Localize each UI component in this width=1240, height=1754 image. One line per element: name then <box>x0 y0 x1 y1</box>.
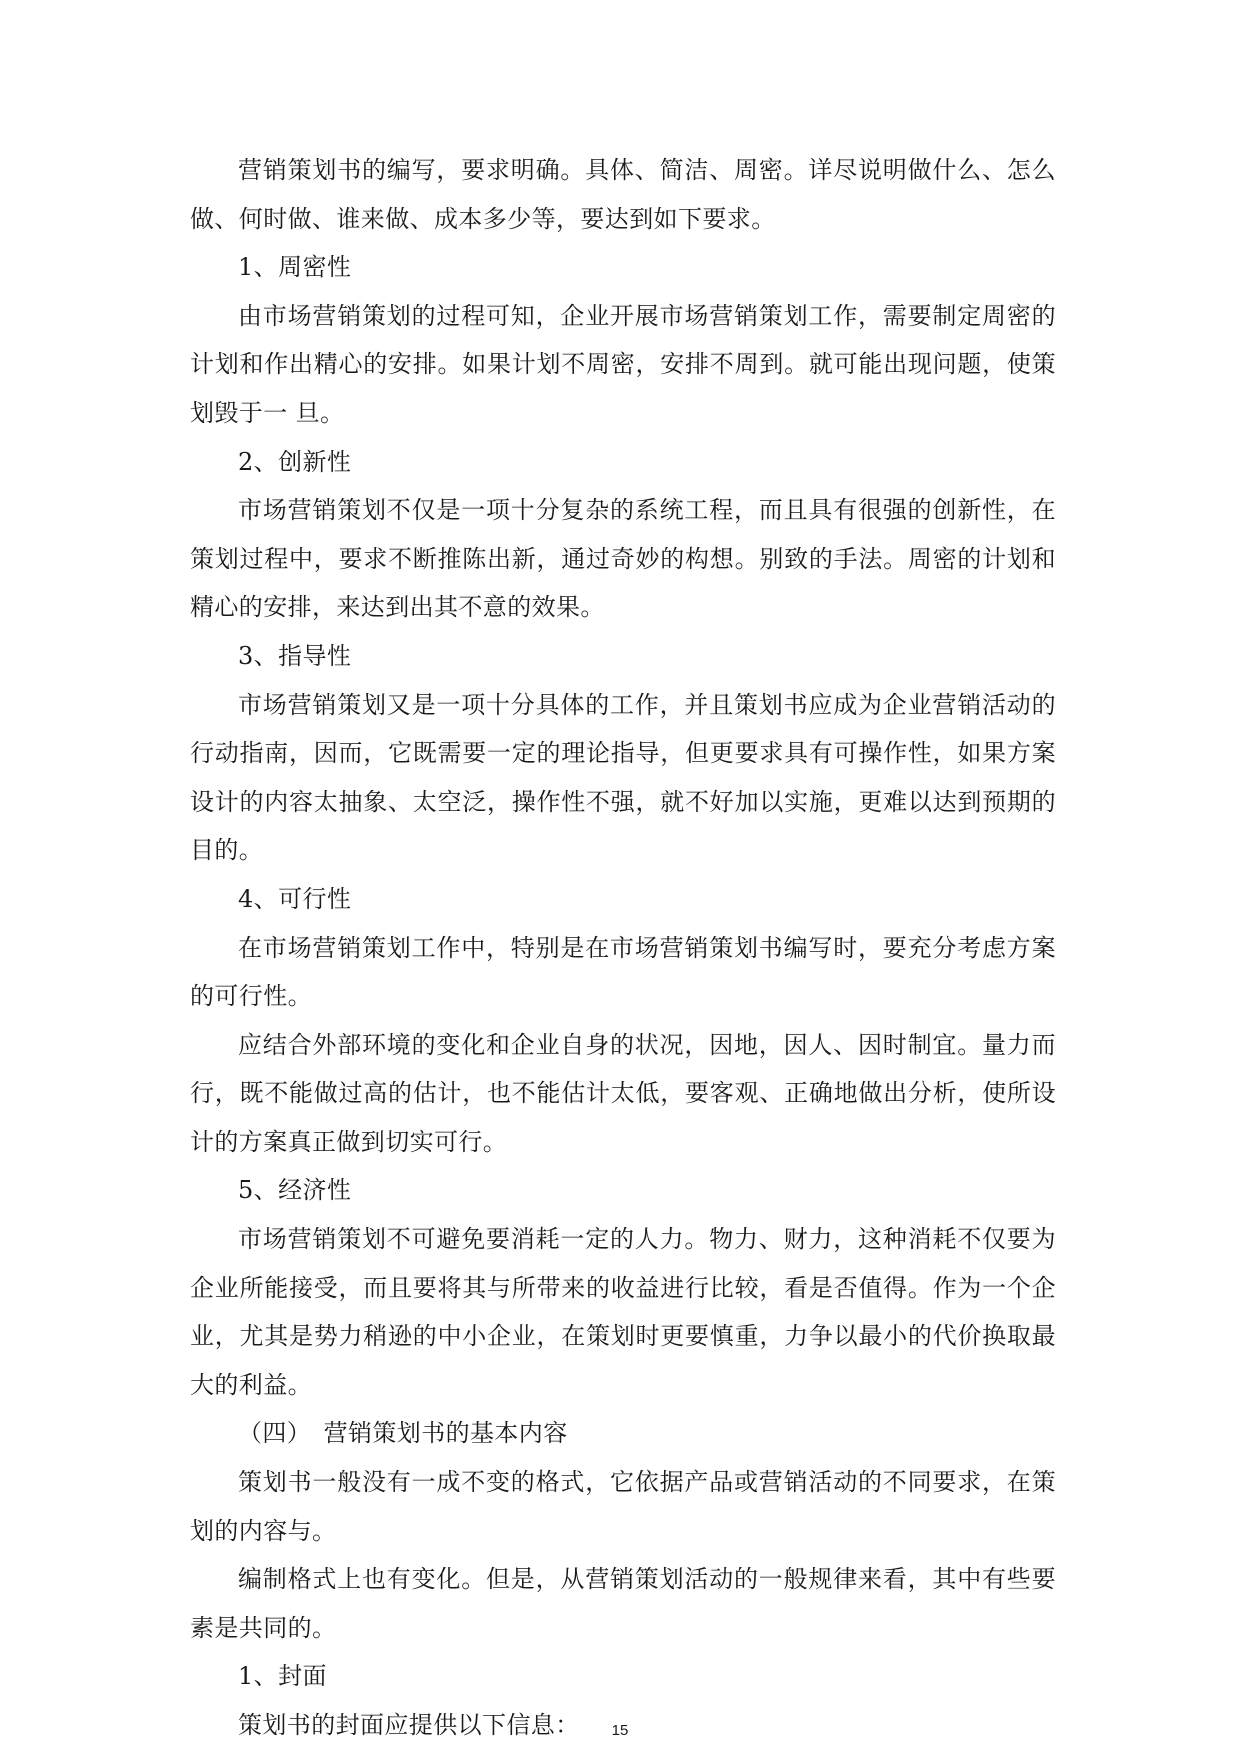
paragraph-guidance: 市场营销策划又是一项十分具体的工作，并且策划书应成为企业营销活动的行动指南，因而，它既需要一定的理论指导，但更要求具有可操作性，如果方案设计的内容太抽象、太空泛，操作性不强，就不好加以实施，更难以达到预期的目的。 <box>190 690 1056 865</box>
page-number: 15 <box>611 1722 629 1739</box>
paragraph-thoroughness: 由市场营销策划的过程可知，企业开展市场营销策划工作，需要制定周密的计划和作出精心的安排。如果计划不周密，安排不周到。就可能出现问题，使策划毁于一 旦。 <box>190 301 1056 427</box>
paragraph-feasibility: 在市场营销策划工作中，特别是在市场营销策划书编写时，要充分考虑方案的可行性。 <box>190 933 1056 1011</box>
section-heading-feasibility: 4、可行性 <box>238 884 352 913</box>
section-heading-innovation: 2、创新性 <box>238 447 352 476</box>
paragraph-innovation: 市场营销策划不仅是一项十分复杂的系统工程，而且具有很强的创新性，在策划过程中，要求不断推陈出新，通过奇妙的构想。别致的手法。周密的计划和精心的安排，来达到出其不意的效果。 <box>190 496 1056 622</box>
paragraph-intro: 营销策划书的编写，要求明确。具体、简洁、周密。详尽说明做什么、怎么做、何时做、谁来做、成本多少等，要达到如下要求。 <box>190 156 1056 233</box>
document-body <box>190 146 1081 1750</box>
section-heading-cover: 1、封面 <box>238 1662 327 1691</box>
section-heading-thoroughness: 1、周密性 <box>238 253 352 282</box>
paragraph-feasibility-detail: 应结合外部环境的变化和企业自身的状况，因地，因人、因时制宜。量力而行，既不能做过高的估计，也不能估计太低，要客观、正确地做出分析，使所设 计的方案真正做到切实可行。 <box>190 1030 1081 1156</box>
paragraph-economy: 市场营销策划不可避免要消耗一定的人力。物力、财力，这种消耗不仅要为企业所能接受，而且要将其与所带来的收益进行比较，看是否值得。作为一个企业，尤其是势力稍逊的中小企业，在策划时更要慎重，力争以最小的代价换取最大的利益。 <box>190 1225 1056 1399</box>
section-heading-guidance: 3、指导性 <box>238 641 352 670</box>
section-heading-basic-content: （四） 营销策划书的基本内容 <box>238 1419 568 1448</box>
section-heading-economy: 5、经济性 <box>238 1176 352 1205</box>
paragraph-format-common: 编制格式上也有变化。但是，从营销策划活动的一般规律来看，其中有些要素是共同的。 <box>190 1565 1056 1642</box>
paragraph-format: 策划书一般没有一成不变的格式，它依据产品或营销活动的不同要求，在策划的内容与。 <box>190 1468 1056 1545</box>
paragraph-cover: 策划书的封面应提供以下信息： <box>238 1711 580 1739</box>
